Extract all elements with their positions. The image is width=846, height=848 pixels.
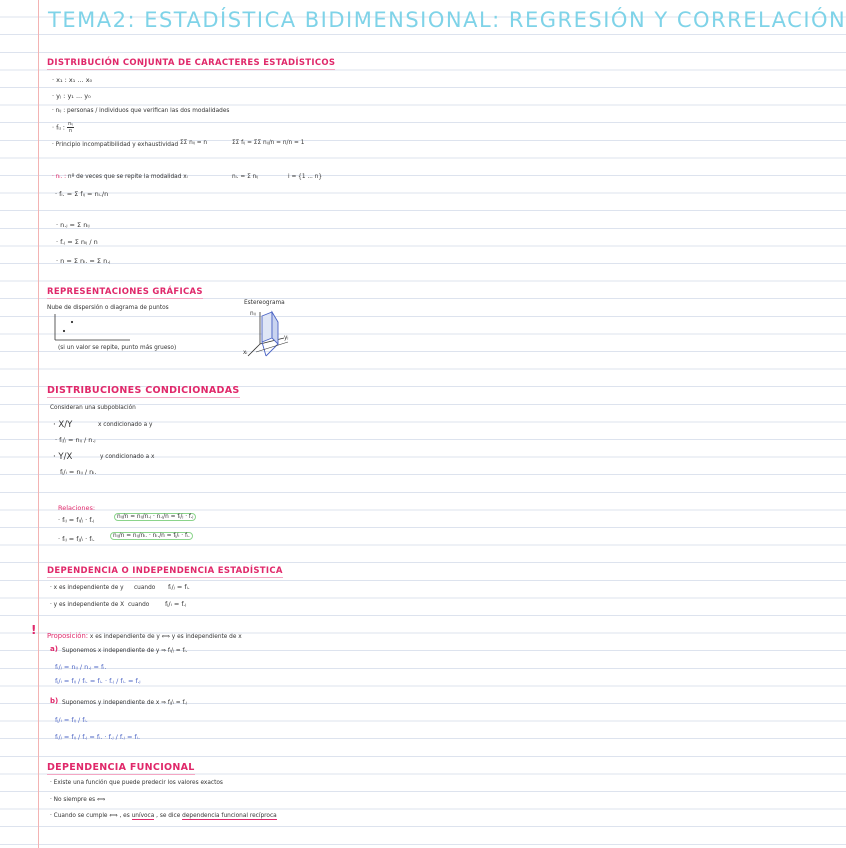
fij-numerator: nᵢⱼ — [68, 121, 73, 127]
proposition-text: x es independiente de y ⟺ y es independiente de x — [89, 634, 242, 640]
funcional-line-2: · No siempre es ⟺ — [50, 797, 106, 803]
stereogram-title: Estereograma — [244, 300, 285, 306]
independence-x-cuando: cuando — [134, 585, 156, 591]
def-n: · n = Σ nᵢ. = Σ n.ⱼ — [56, 257, 111, 265]
heading-representaciones: REPRESENTACIONES GRÁFICAS — [47, 287, 203, 297]
funcional-line-3 — [50, 813, 277, 819]
heading-dependencia-independencia: DEPENDENCIA O INDEPENDENCIA ESTADÍSTICA — [47, 566, 283, 576]
principio-formula-2: ΣΣ fᵢⱼ = ΣΣ nᵢⱼ/n = n/n = 1 — [232, 140, 305, 146]
ni-formula: nᵢ. = Σ nᵢⱼ — [232, 174, 259, 180]
step-a-badge: a) — [50, 645, 58, 653]
ni-text: nº de veces que se repite la modalidad xᵢ — [67, 174, 188, 180]
step-a-formula-2: fⱼ/ᵢ = fᵢⱼ / fᵢ. = fᵢ. · f.ⱼ / fᵢ. = f.ⱼ — [55, 677, 141, 685]
funcional-line-1: · Existe una función que puede predecir los valores exactos — [50, 780, 223, 786]
formula-fi-given-j: · fᵢ/ⱼ = nᵢⱼ / n.ⱼ — [55, 436, 96, 444]
heading-distribuciones-condicionadas: DISTRIBUCIONES CONDICIONADAS — [47, 385, 240, 396]
funcional-reciproca: dependencia funcional recíproca — [182, 813, 277, 819]
condicionadas-intro: Consideran una subpoblación — [50, 405, 136, 411]
independence-y-text: · y es independiente de X — [50, 602, 125, 608]
heading-distribucion-conjunta: DISTRIBUCIÓN CONJUNTA DE CARACTERES ESTADÍSTICOS — [47, 58, 336, 68]
def-yj: · yⱼ : y₁ ... y₀ — [52, 92, 91, 100]
notation-xy-text: x condicionado a y — [98, 422, 153, 428]
def-fi: · fᵢ. = Σ fᵢⱼ = nᵢ./n — [55, 190, 109, 198]
funcional-line-3-a: · Cuando se cumple ⟺ , es — [50, 813, 130, 819]
step-b-text: Suponemos y independiente de x ⇒ fⱼ/ᵢ = f.ⱼ — [62, 700, 187, 706]
important-mark-icon: ! — [31, 623, 37, 637]
step-a-formula-1: fᵢ/ⱼ = nᵢⱼ / n.ⱼ = fᵢ. — [55, 663, 107, 671]
def-nj: · n.ⱼ = Σ nᵢⱼ — [56, 221, 90, 229]
def-nij: · nᵢⱼ : personas / individuos que verifican las dos modalidades — [52, 108, 230, 114]
fij-fraction — [67, 121, 74, 134]
scatter-note: (si un valor se repite, punto más grueso) — [58, 345, 177, 351]
stereogram-bar-front — [262, 312, 272, 342]
stereogram-label-nij: nᵢⱼ — [250, 311, 256, 317]
stereogram-label-yj: yⱼ — [284, 335, 289, 341]
notation-xy: · X/Y — [53, 420, 73, 430]
relation-2: · fᵢⱼ = fⱼ/ᵢ · fᵢ. — [58, 535, 95, 543]
independence-y-formula: fⱼ/ᵢ = f.ⱼ — [165, 600, 187, 608]
relation-1: · fᵢⱼ = fᵢ/ⱼ · f.ⱼ — [58, 516, 95, 524]
principio-text: · Principio incompatibilidad y exhaustividad — [52, 142, 179, 148]
relation-1-proof: nᵢⱼ/n = nᵢⱼ/n.ⱼ · n.ⱼ/n = fᵢ/ⱼ · f.ⱼ — [114, 513, 196, 521]
fij-label: · fᵢⱼ : — [52, 123, 65, 132]
notation-yx: · Y/X — [53, 452, 73, 462]
step-b-formula-1: fⱼ/ᵢ = fᵢⱼ / fᵢ. — [55, 716, 88, 724]
scatter-point — [71, 321, 73, 323]
stereogram-bar-side — [272, 312, 278, 344]
def-fj: · f.ⱼ = Σ nᵢⱼ / n — [56, 238, 98, 246]
notation-yx-text: y condicionado a x — [100, 454, 155, 460]
scatter-plot — [52, 312, 132, 344]
step-b-formula-2: fᵢ/ⱼ = fᵢⱼ / f.ⱼ = fᵢ. · f.ⱼ / f.ⱼ = fᵢ. — [55, 733, 141, 741]
principio-formula-1: ΣΣ nᵢⱼ = n — [180, 140, 208, 146]
independence-x-text: · x es independiente de y — [50, 585, 124, 591]
fij-denominator: n — [68, 128, 73, 134]
stereogram-label-xi: xᵢ — [243, 350, 248, 356]
ni-range: i = {1 ... n} — [288, 174, 323, 180]
heading-dependencia-funcional: DEPENDENCIA FUNCIONAL — [47, 762, 195, 773]
step-b-badge: b) — [50, 697, 59, 705]
independence-x-formula: fᵢ/ⱼ = fᵢ. — [168, 583, 190, 591]
funcional-univoca: unívoca — [131, 813, 155, 819]
independence-y-cuando: cuando — [128, 602, 150, 608]
def-fij — [52, 121, 74, 134]
def-xi: · x₁ : x₁ ... x₀ — [52, 76, 93, 84]
stereogram — [236, 308, 306, 366]
scatter-title: Nube de dispersión o diagrama de puntos — [47, 305, 169, 311]
relation-2-proof: nᵢⱼ/n = nᵢⱼ/nᵢ. · nᵢ./n = fⱼ/ᵢ · fᵢ. — [110, 532, 193, 540]
formula-fj-given-i: fⱼ/ᵢ = nᵢⱼ / nᵢ. — [60, 468, 97, 476]
funcional-line-3-c: , se dice — [156, 813, 181, 819]
step-a-text: Suponemos x independiente de y ⇒ fᵢ/ⱼ = fᵢ. — [62, 648, 188, 654]
ni-label: · nᵢ. : — [52, 174, 67, 180]
scatter-point — [63, 330, 65, 332]
proposition — [47, 632, 242, 640]
stereogram-axis-xi — [248, 344, 260, 356]
page-title: TEMA2: ESTADÍSTICA BIDIMENSIONAL: REGRESIÓN Y CORRELACIÓN — [48, 8, 846, 32]
relaciones-heading: Relaciones: — [58, 504, 96, 512]
def-ni — [52, 174, 188, 180]
proposition-label: Proposición: — [47, 632, 89, 640]
page-margin-line — [38, 0, 39, 848]
